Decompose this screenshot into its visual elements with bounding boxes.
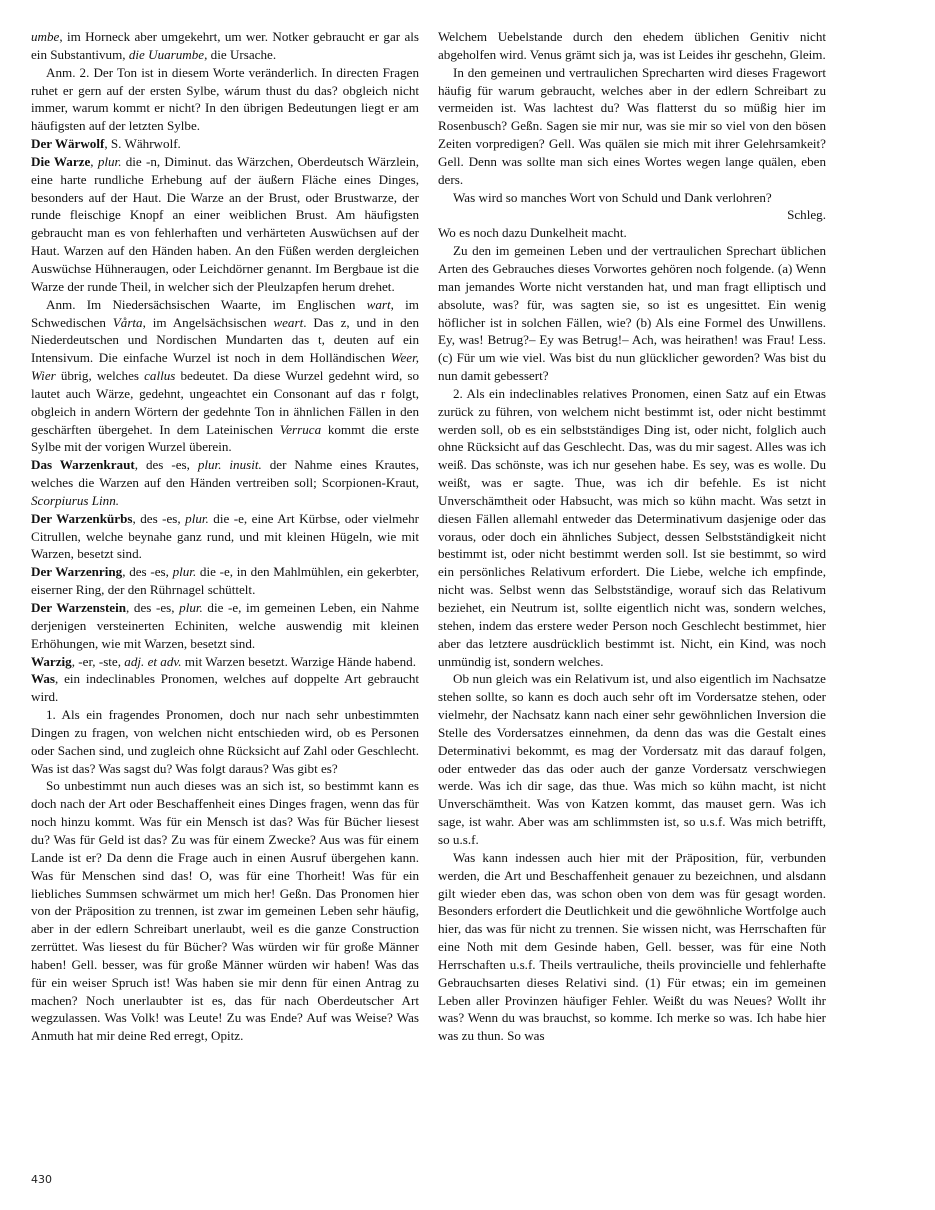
text-run: Was wird so manches Wort von Schuld und Dank verlohren? [453, 189, 772, 205]
text-run: , im Schwedischen [31, 296, 419, 330]
text-run: die -e, eine Art Kürbse, oder vielmehr Citrullen, welche beynahe ganz rund, und mit kleinen Hügeln, wie mit Warzen, besetzt sind. [31, 510, 419, 562]
dictionary-entry [31, 135, 419, 153]
headword: Warzig [31, 653, 72, 669]
text-run: So unbestimmt nun auch dieses was an sich ist, so bestimmt kann es doch nach der Art oder Beschaffenheit eines Dinges fragen, wenn das für noch hinzu kommt. Was für ein Mensch ist das? Was für Bücher liesest du? Was für Geld ist das? Zu was für einem Zwecke? Aus was für einem Lande ist er? Da denn die Frage auch in einen Ausruf übergehen kann. Was für Menschen sind das! O, was für eine Thorheit! Was für ein liebliches Summsen schwärmet um mich her! Geßn. Das Pronomen hier von der Präposition zu trennen, ist zwar im gemeinen Leben sehr häufig, aber in der edlern Schreibart unerlaubt, weil es die ganze Construction zerrüttet. Was liesest du für Bücher? Was würden wir für große Männer haben! Gell. besser, was für große Männer würden wir haben! Was das für ein weiser Spruch ist! Was haben sie mir denn für einen Antrag zu machen? Noch unerlaubter ist es, das für nach Oberdeutscher Art wegzulassen. Was Volk! was Leute! Zu was Ende? Auf was Weise? Was Anmuth hat mir deine Red erregt, Opitz. [31, 778, 419, 1044]
text-run: , [90, 153, 98, 169]
paragraph [31, 296, 419, 457]
text-run: , S. Währwolf. [104, 136, 181, 152]
headword: Der Warzenstein [31, 600, 127, 615]
dictionary-entry [31, 510, 419, 564]
text-run: Schleg. [787, 207, 826, 223]
italic-text: Scorpiurus Linn. [31, 492, 120, 508]
text-run: , des -es, [134, 457, 198, 473]
italic-text: callus [144, 368, 176, 384]
headword: Der Wärwolf [31, 136, 105, 152]
paragraph [31, 64, 419, 135]
verse-line [438, 189, 826, 207]
text-run: Anm. Im Niedersächsischen Waarte, im Englischen [46, 296, 367, 312]
italic-text: plur. inusit. [197, 457, 262, 473]
dictionary-entry [31, 563, 419, 599]
text-run: Ob nun gleich was ein Relativum ist, und also eigentlich im Nachsatze stehen sollte, so kann es doch auch sehr oft im Vordersatze stehen, oder vielmehr, der Nachsatz kann nach einer sehr gewöhnlichen Inversion die Stelle des Vordersatzes einnehmen, da denn das was die Gestalt eines Determinativi bekommt, es mag der Vordersatz mit das darauf folgen, oder entweder das das oder auch der ganze Vordersatz verschwiegen werde. Was ich dir sage, das thue. Was mich so kühn macht, ist nicht Unverschämtheit. Was von Katzen kommt, das mauset gern. Was ich sage, ist wahr. Aber was am schlimmsten ist, so u.s.f. Was mich betrifft, so u.s.f. [438, 671, 826, 847]
italic-text: plur. [97, 153, 122, 169]
text-run: mit Warzen besetzt. Warzige Hände habend. [181, 653, 416, 669]
italic-text: wart [366, 296, 391, 312]
paragraph [438, 224, 826, 242]
page-number: 430 [31, 1173, 52, 1186]
paragraph [31, 28, 419, 64]
italic-text: Verruca [279, 421, 322, 437]
paragraph [31, 706, 419, 777]
italic-text: plur. [179, 600, 203, 615]
italic-text: umbe [31, 29, 60, 44]
paragraph [438, 242, 826, 385]
paragraph [438, 385, 826, 671]
paragraph [438, 64, 826, 189]
headword: Was [31, 671, 56, 687]
dictionary-entry [31, 599, 419, 653]
text-run: kommt die erste Sylbe mit der vorigen Wurzel überein. [31, 421, 419, 455]
italic-text: die Uuarumbe [128, 46, 205, 62]
attribution [438, 206, 826, 224]
text-run: , des -es, [126, 600, 180, 615]
text-run: die -e, in den Mahlmühlen, ein gekerbter, eiserner Ring, der den Rührnagel schüttelt. [31, 564, 419, 598]
italic-text: plur. [172, 564, 197, 580]
headword: Das Warzenkraut [31, 457, 135, 473]
text-run: Zu den im gemeinen Leben und der vertraulichen Sprechart üblichen Arten des Gebrauches dieses Vorwortes gehören noch folgende. (a) Wenn man jemandes Worte nicht verstanden hat, und man fragt elliptisch und absolute, was? für, was sagten sie, so ist es ungesittet. Ein wenig höflicher ist in solchen Fällen, wie? (b) Als eine Formel des Unwillens. Ey, was! Betrug?– Ey was Betrug!– Ach, was heirathen! was Frau! Less. (c) Für um wie viel. Was bist du nun glücklicher geworden? Was bist du nun damit gebessert? [438, 243, 826, 384]
paragraph [438, 849, 826, 1045]
text-run: , die Ursache. [204, 46, 277, 62]
text-run: , -er, -ste, [71, 653, 125, 669]
text-run: übrig, welches [55, 368, 145, 384]
text-run: , im Horneck aber umgekehrt, um wer. Notker gebraucht er gar als ein Substantivum, [31, 29, 419, 62]
text-run: , des -es, [122, 564, 173, 580]
text-run: Wo es noch dazu Dunkelheit macht. [438, 225, 627, 241]
text-run: der Nahme eines Krautes, welches die Warzen auf den Händen vertreiben soll; Scorpionen-Kraut, [31, 457, 419, 491]
text-run: 1. Als ein fragendes Pronomen, doch nur nach sehr unbestimmten Dingen zu fragen, von welchen nicht entschieden wird, ob es Personen oder Sachen sind, und zugleich ohne Rücksicht auf Zahl oder Geschlecht. Was ist das? Was sagst du? Was folgt daraus? Was gibt es? [31, 707, 419, 776]
paragraph [31, 777, 419, 1045]
text-run: Welchem Uebelstande durch den ehedem üblichen Genitiv nicht abgeholfen wird. Venus grämt sich ja, was ist Leides ihr geschehn, Gleim. [438, 29, 826, 62]
text-run: die -e, im gemeinen Leben, ein Nahme derjenigen versteinerten Echiniten, welche auswendig mit kleinen Erhöhungen, wie mit Warzen, besetzt sind. [31, 600, 420, 651]
text-run: In den gemeinen und vertraulichen Sprecharten wird dieses Fragewort häufig für warum gebraucht, welches aber in der edlern Schreibart zu vermeiden ist. Was lachtest du? Was flatterst du so müßig hier im Rosenbusch? Geßn. Sagen sie mir nur, was sie mir so viel von den bösen Zeiten vorpredigen? Gell. Was quälen sie mich mit ihrer Gelehrsamkeit? Gell. Denn was sollte man sich eines Wortes wegen lange quälen, eben ders. [438, 64, 826, 187]
text-run: , des -es, [132, 510, 186, 526]
italic-text: Vårta [112, 314, 143, 330]
paragraph [438, 670, 826, 848]
right-column [438, 28, 826, 1045]
text-run: die -n, Diminut. das Wärzchen, Oberdeutsch Wärzlein, eine harte rundliche Erhebung auf der äußern Fläche eines Dinges, besonders auf der Haut. Die Warze an der Brust, oder Brustwarze, der runde fleischige Knopf an einer weiblichen Brust. Am häufigsten gebraucht man es von fehlerhaften und verhärteten Auswüchsen auf der Haut. Warzen auf den Händen haben. An den Füßen werden dergleichen Auswüchse Hühneraugen, oder Leichdörner genannt. Im Bergbaue ist die Warze der runde Theil, in welcher sich der Pleulzapfen herum drehet. [31, 153, 420, 294]
dictionary-entry [31, 153, 419, 296]
headword: Die Warze [31, 153, 91, 169]
text-run: 2. Als ein indeclinables relatives Pronomen, einen Satz auf ein Etwas zurück zu führen, von welchem nicht bestimmt ist, oder nicht bestimmt werden soll, ob es ein selbstständiges Ding ist, oder nicht, folglich auch ohne Rücksicht auf das Geschlecht. Das, was du mir sagest. Alles was ich weiß. Das schönste, was ich nur gesehen habe. Es sey, was es wolle. Du weißt, was er sagte. Thue, was ich dir befehle. Es ist nicht Unverschämtheit oder Habsucht, was mich so kühn macht. Was setzt in diesen Fällen allemahl entweder das Determinativum dasjenige oder das voraus, oder doch ein ähnliches Subject, dessen Selbstständigkeit nicht bestimmt ist, oder nicht bestimmt werden soll. Ist sie bestimmt, so wird ein persönliches Relativum erfordert. Die Liebe, welche ich empfinde, nicht was. Selbst wenn das Selbstständige, worauf sich das Relativum beziehet, ein Neutrum ist, sollte eigentlich nicht was, sondern welches, stehen, indem das erstere weder Person noch Geschlecht bestimmet, hier aber das letztere ausdrücklich bestimmt ist. Nicht, ein Kind, was noch unmündig ist, sondern welches. [438, 385, 826, 669]
headword: Der Warzenkürbs [31, 510, 133, 526]
headword: Der Warzenring [31, 564, 123, 580]
dictionary-entry [31, 456, 419, 510]
dictionary-entry [31, 653, 419, 671]
text-run: , im Angelsächsischen [142, 314, 274, 330]
paragraph [438, 28, 826, 64]
italic-text: weart [273, 314, 304, 330]
text-run: bedeutet. Da diese Wurzel gedehnt wird, so lautet auch Wärze, gedehnt, ungeachtet ein Consonant auf das r folgt, obgleich in andern Wörtern der gedehnte Ton in ähnlichen Fällen in den geschärften übergehet. In dem Lateinischen [31, 368, 419, 437]
text-run: . Das z, und in den Niederdeutschen und Nordischen Mundarten das t, deuten auf ein Intensivum. Die einfache Wurzel ist noch in dem Holländischen [31, 314, 419, 366]
text-run: , ein indeclinables Pronomen, welches auf doppelte Art gebraucht wird. [31, 671, 419, 705]
left-column [31, 28, 419, 1045]
text-run: Anm. 2. Der Ton ist in diesem Worte veränderlich. In directen Fragen ruhet er gern auf der ersten Sylbe, wárum thust du das? obgleich nicht immer, warum kommt er nicht? In den übrigen Bedeutungen liegt er am häufigsten auf der letzten Sylbe. [31, 64, 419, 134]
text-run: Was kann indessen auch hier mit der Präposition, für, verbunden werden, die Art und Beschaffenheit genauer zu bezeichnen, und alsdann gilt wieder eben das, was schon oben von dem was für gesagt worden. Besonders erfordert die Deutlichkeit und die gewöhnliche Wortfolge auch hier, das was für nicht zu trennen. Sie wissen nicht, was Herrschaften für eine Noth mit dem Gesinde haben, Gell. besser, was für eine Noth Herrschaften u.s.f. Theils vertrauliche, theils provincielle und fehlerhafte Gebrauchsarten dieses Relativi sind. (1) Für etwas; ein im gemeinen Leben aller Provinzen häufiger Fehler. Weißt du was Neues? Wollt ihr was? Wenn du was brauchst, so komme. Ich merke so was. Ich habe hier was zu thun. So was [438, 849, 826, 1044]
dictionary-entry [31, 670, 419, 706]
italic-text: adj. et adv. [124, 653, 182, 669]
italic-text: plur. [185, 510, 209, 526]
italic-text: Weer, Wier [31, 350, 419, 384]
